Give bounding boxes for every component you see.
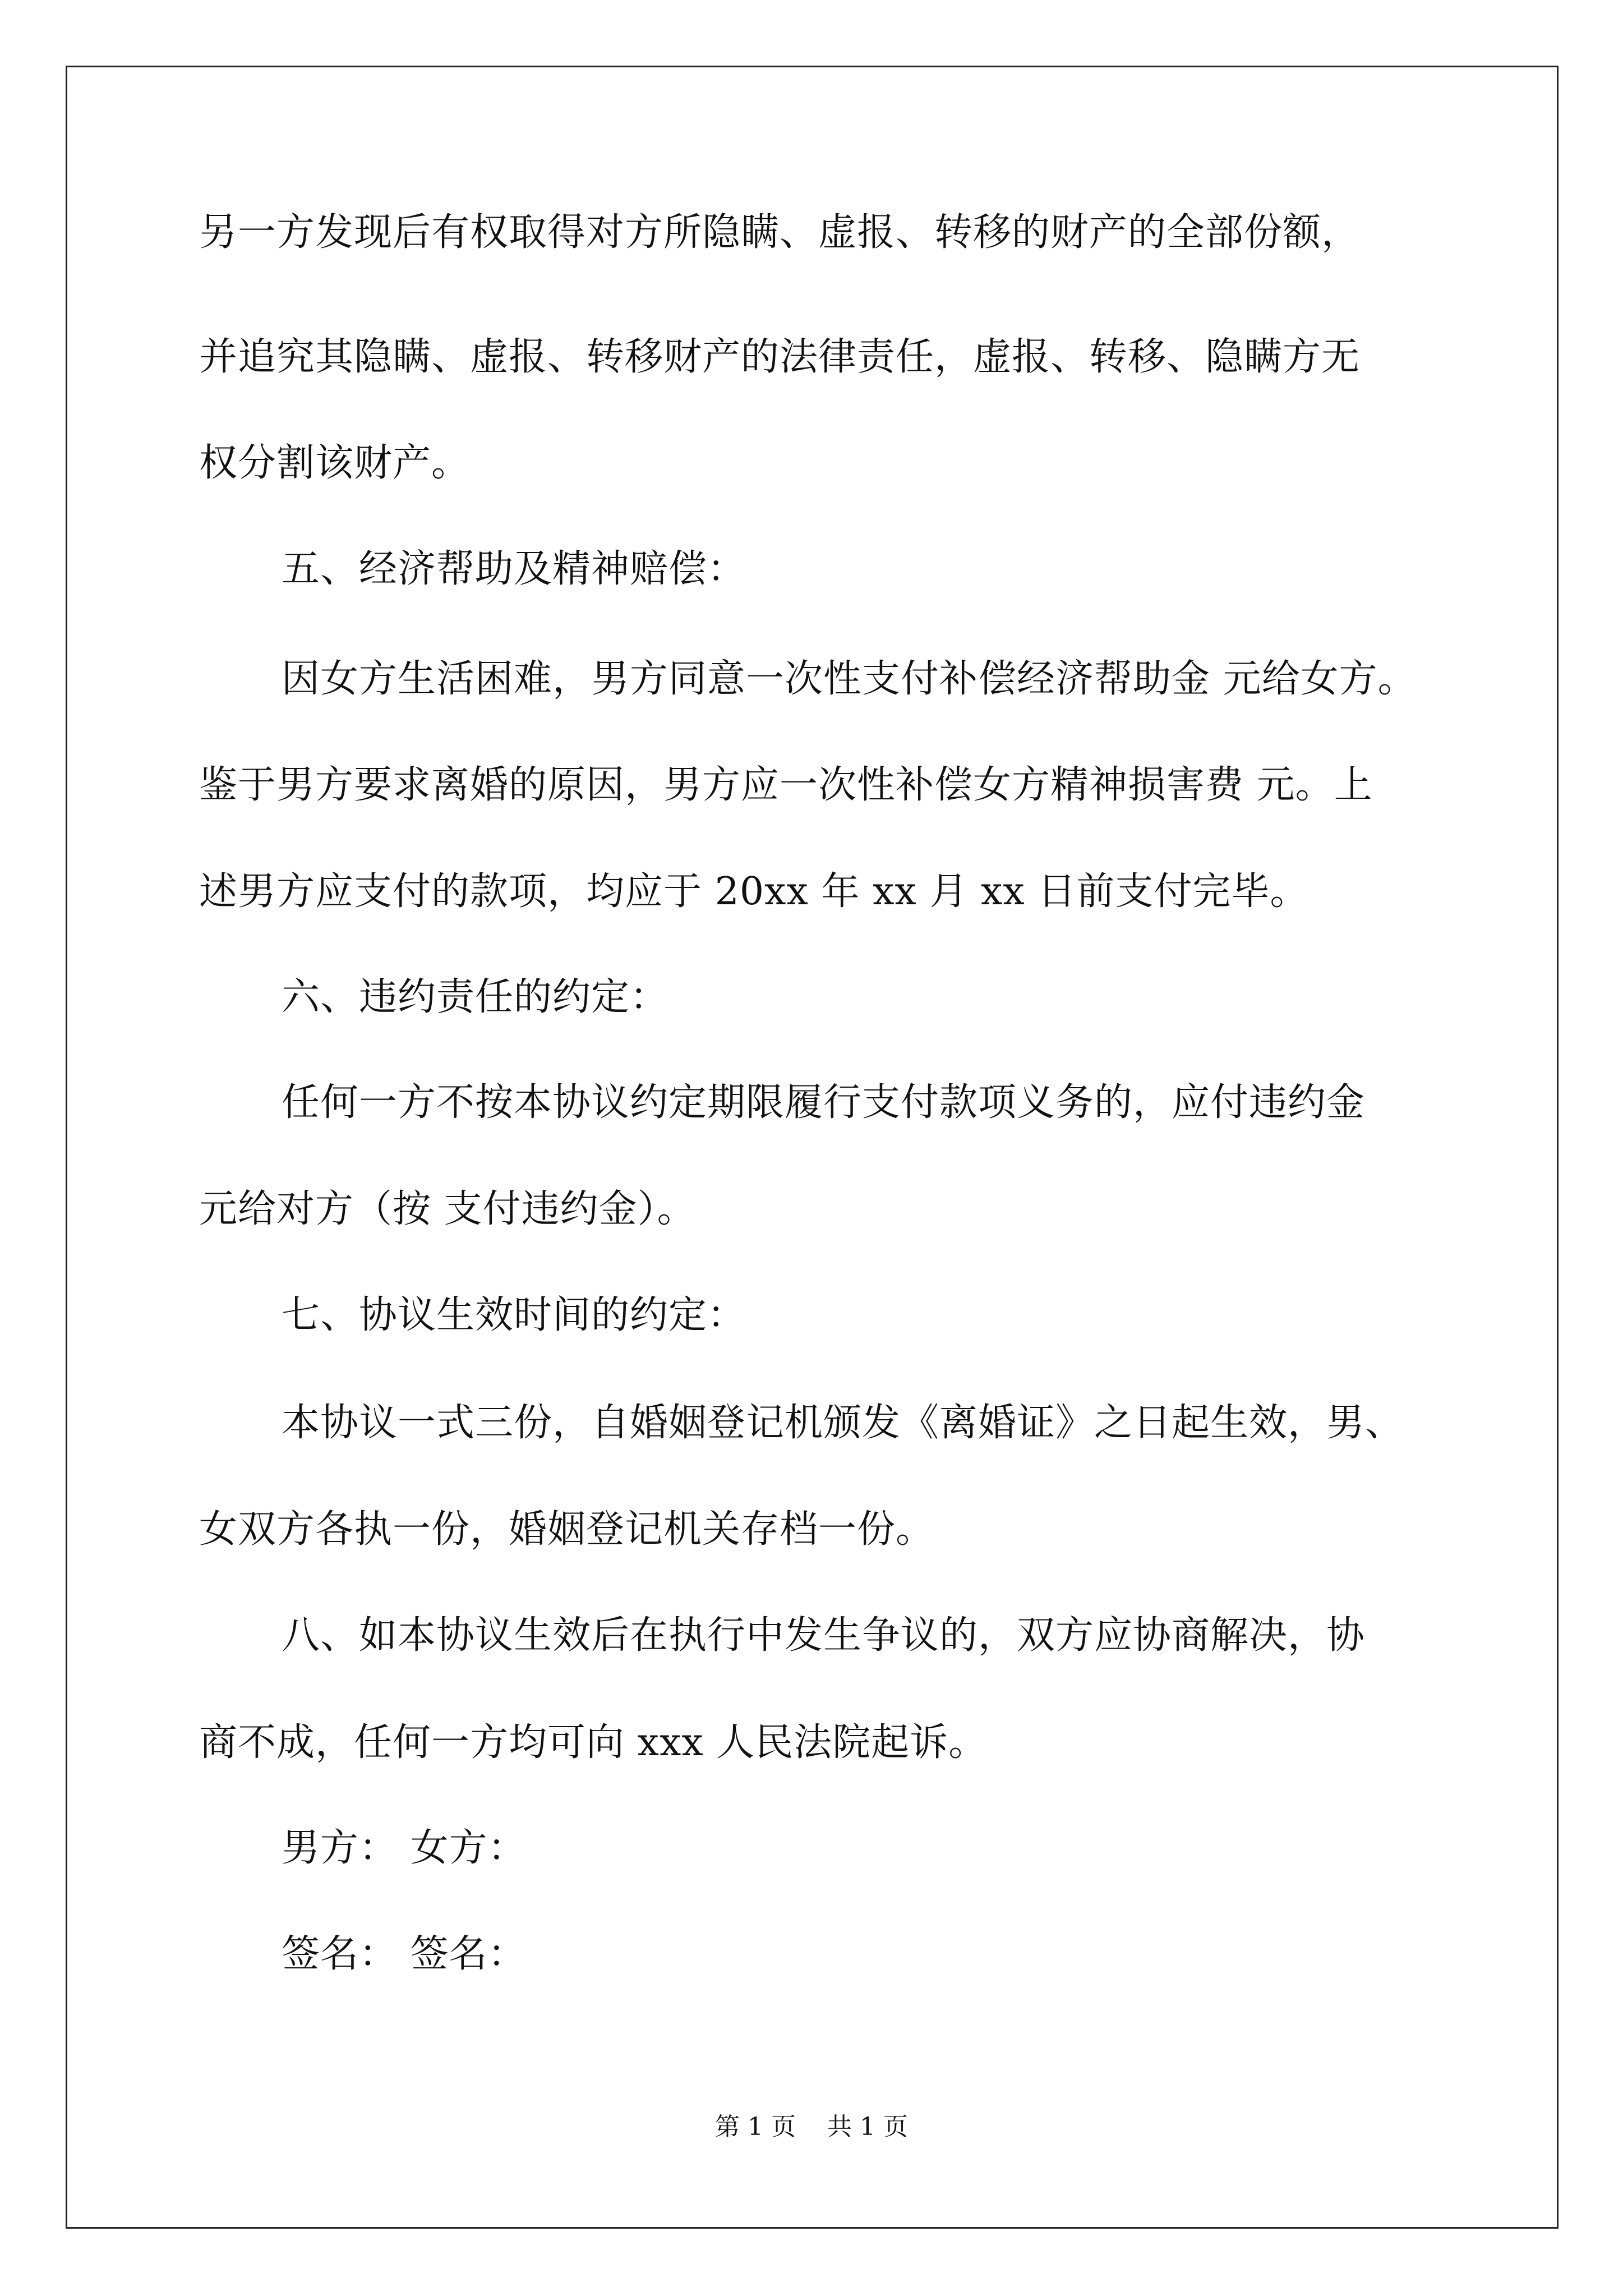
paragraph-line: 元给对方（按 支付违约金）。 [199,1187,696,1231]
signature-line: 签名： 签名： [282,1932,527,1976]
paragraph-line: 述男方应支付的款项，均应于 20xx 年 xx 月 xx 日前支付完毕。 [199,869,1309,914]
page-footer: 第 1 页 共 1 页 [715,2113,908,2141]
paragraph-line: 并追究其隐瞒、虚报、转移财产的法律责任，虚报、转移、隐瞒方无 [199,335,1361,379]
paragraph-line: 女双方各执一份，婚姻登记机关存档一份。 [199,1507,935,1552]
paragraph-line: 本协议一式三份，自婚姻登记机颁发《离婚证》之日起生效，男、 [282,1401,1404,1445]
page-border [66,66,1559,2229]
section-heading: 六、违约责任的约定： [282,975,669,1019]
paragraph-line: 商不成，任何一方均可向 xxx 人民法院起诉。 [199,1720,988,1765]
paragraph-line: 权分割该财产。 [199,441,471,485]
paragraph-line: 另一方发现后有权取得对方所隐瞒、虚报、转移的财产的全部份额， [199,210,1361,255]
paragraph-line: 因女方生活困难，男方同意一次性支付补偿经济帮助金 元给女方。 [282,657,1417,701]
paragraph-line: 八、如本协议生效后在执行中发生争议的，双方应协商解决，协 [282,1613,1366,1658]
section-heading: 七、协议生效时间的约定： [282,1293,746,1337]
paragraph-line: 鉴于男方要求离婚的原因，男方应一次性补偿女方精神损害费 元。上 [199,763,1373,807]
signature-parties: 男方： 女方： [282,1826,527,1870]
paragraph-line: 任何一方不按本协议约定期限履行支付款项义务的，应付违约金 [282,1080,1366,1125]
section-heading: 五、经济帮助及精神赔偿： [282,547,746,591]
